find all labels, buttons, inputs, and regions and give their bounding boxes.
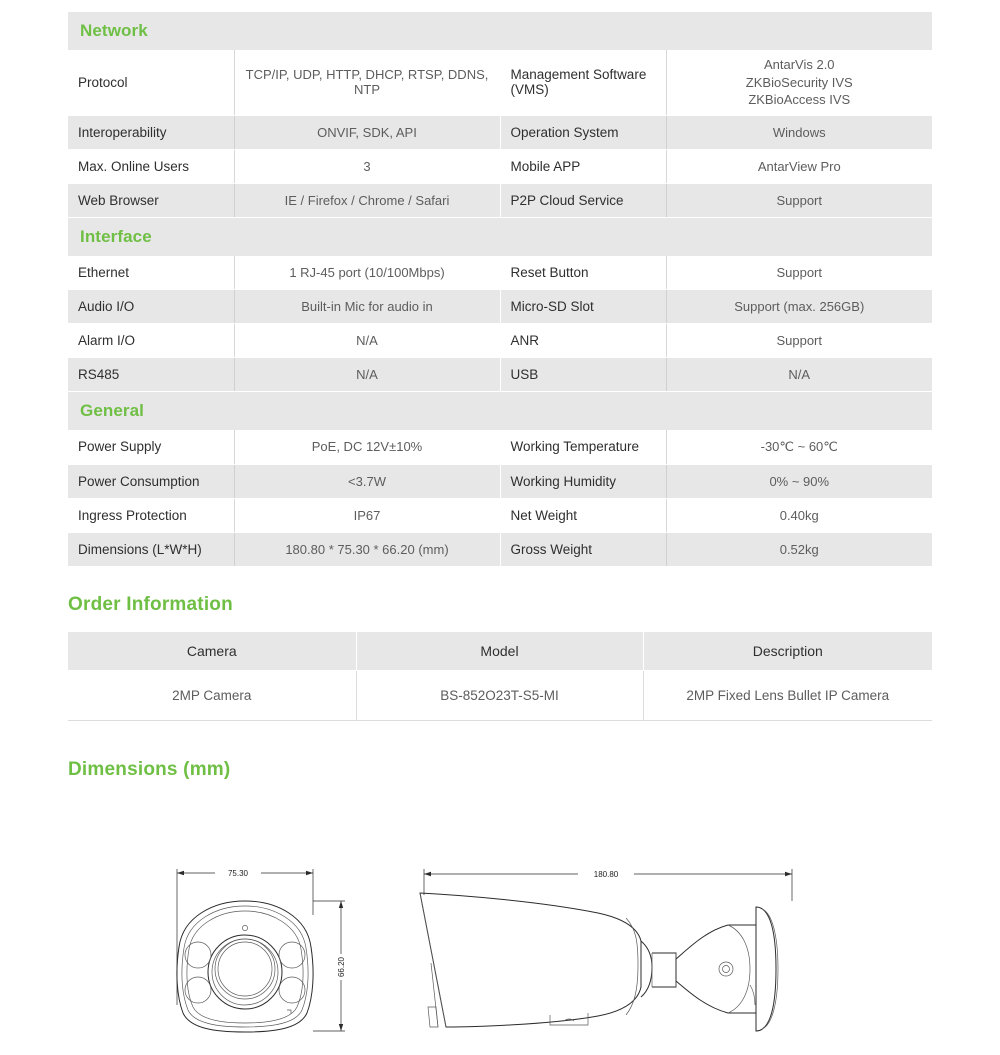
spec-cell-v: AntarVis 2.0 ZKBioSecurity IVS ZKBioAccess IVS (666, 50, 932, 115)
front-width-dimension (177, 869, 313, 1005)
order-cell-model: BS-852O23T-S5-MI (356, 670, 643, 720)
wall-mount-body (676, 925, 756, 1013)
table-row (68, 115, 932, 149)
spec-cell-k: Gross Weight (500, 532, 666, 566)
order-cell-description: 2MP Fixed Lens Bullet IP Camera (643, 670, 932, 720)
spec-cell-v: <3.7W (234, 464, 500, 498)
spec-cell-k: Audio I/O (68, 290, 234, 324)
body-seam-line (626, 918, 638, 1015)
table-row (68, 358, 932, 392)
table-row (68, 532, 932, 566)
table-row (68, 183, 932, 217)
wall-mount-seam (728, 925, 750, 1013)
spec-cell-v: 0% ~ 90% (666, 464, 932, 498)
front-width-label: 75.30 (227, 869, 249, 878)
spec-cell-k: Working Temperature (500, 430, 666, 464)
table-row (68, 464, 932, 498)
spec-cell-v: 0.52kg (666, 532, 932, 566)
screw-icon (719, 962, 733, 976)
spec-cell-k: Max. Online Users (68, 149, 234, 183)
order-information-table-wrap (68, 632, 932, 721)
spec-cell-v: Support (666, 256, 932, 290)
spec-cell-k: Reset Button (500, 256, 666, 290)
spec-cell-k: Alarm I/O (68, 324, 234, 358)
spec-cell-k: Protocol (68, 50, 234, 115)
front-height-label: 66.20 (337, 956, 346, 978)
spec-cell-v: N/A (234, 324, 500, 358)
spec-cell-v: AntarView Pro (666, 149, 932, 183)
spec-cell-v: TCP/IP, UDP, HTTP, DHCP, RTSP, DDNS, NTP (234, 50, 500, 115)
spec-cell-v: IP67 (234, 498, 500, 532)
spec-cell-k: Power Supply (68, 430, 234, 464)
table-row (68, 324, 932, 358)
spec-table-interface (68, 256, 932, 393)
table-row (68, 430, 932, 464)
spec-cell-v: PoE, DC 12V±10% (234, 430, 500, 464)
camera-hood-outline (420, 893, 641, 1027)
spec-cell-k: Ingress Protection (68, 498, 234, 532)
spec-cell-k: ANR (500, 324, 666, 358)
front-notch-detail (287, 1010, 291, 1014)
section-header-interface: Interface (68, 218, 932, 256)
section-header-general: General (68, 392, 932, 430)
spec-cell-k: Power Consumption (68, 464, 234, 498)
spec-cell-v: 3 (234, 149, 500, 183)
spec-cell-k: Micro-SD Slot (500, 290, 666, 324)
order-cell-camera: 2MP Camera (68, 670, 356, 720)
spec-table-network (68, 50, 932, 218)
table-row (68, 50, 932, 115)
hood-foot-detail (428, 1007, 438, 1027)
bracket-knuckle-left (641, 941, 652, 997)
side-length-label: 180.80 (593, 870, 619, 879)
table-row (68, 149, 932, 183)
dimensions-heading: Dimensions (mm) (68, 759, 231, 780)
spec-cell-k: Ethernet (68, 256, 234, 290)
spec-cell-k: Net Weight (500, 498, 666, 532)
lens-assembly (208, 935, 282, 1009)
table-row (68, 290, 932, 324)
spec-cell-v: 180.80 * 75.30 * 66.20 (mm) (234, 532, 500, 566)
spec-cell-v: 0.40kg (666, 498, 932, 532)
ir-led-array (185, 942, 305, 1003)
table-row (68, 256, 932, 290)
spec-cell-v: IE / Firefox / Chrome / Safari (234, 183, 500, 217)
section-header-network: Network (68, 12, 932, 50)
spec-cell-k: RS485 (68, 358, 234, 392)
order-header-row (68, 632, 932, 670)
spec-cell-k: Management Software (VMS) (500, 50, 666, 115)
screw-inner-icon (723, 966, 730, 973)
table-row (68, 498, 932, 532)
spec-cell-k: Working Humidity (500, 464, 666, 498)
spec-cell-k: Mobile APP (500, 149, 666, 183)
order-information-heading: Order Information (68, 594, 233, 615)
side-view-drawing (398, 855, 818, 1055)
spec-cell-v: -30℃ ~ 60℃ (666, 430, 932, 464)
specifications-block (68, 12, 932, 567)
order-col-description: Description (643, 632, 932, 670)
light-sensor-icon (242, 925, 247, 930)
order-information-table (68, 632, 932, 721)
order-col-camera: Camera (68, 632, 356, 670)
spec-cell-k: Dimensions (L*W*H) (68, 532, 234, 566)
spec-cell-k: USB (500, 358, 666, 392)
spec-cell-v: Support (666, 183, 932, 217)
dimension-drawings (68, 845, 932, 1045)
spec-cell-k: Web Browser (68, 183, 234, 217)
spec-cell-v: Support (666, 324, 932, 358)
bracket-neck (652, 953, 676, 987)
spec-cell-v: Support (max. 256GB) (666, 290, 932, 324)
front-body-outline (177, 901, 313, 1032)
spec-cell-v: N/A (234, 358, 500, 392)
spec-cell-v: Built-in Mic for audio in (234, 290, 500, 324)
spec-cell-k: Operation System (500, 115, 666, 149)
order-col-model: Model (356, 632, 643, 670)
spec-cell-v: Windows (666, 115, 932, 149)
spec-cell-v: N/A (666, 358, 932, 392)
spec-cell-k: P2P Cloud Service (500, 183, 666, 217)
table-row (68, 670, 932, 720)
wall-plate-notch (750, 985, 755, 1005)
spec-cell-k: Interoperability (68, 115, 234, 149)
spec-cell-v: ONVIF, SDK, API (234, 115, 500, 149)
spec-cell-v: 1 RJ-45 port (10/100Mbps) (234, 256, 500, 290)
spec-table-general (68, 430, 932, 567)
